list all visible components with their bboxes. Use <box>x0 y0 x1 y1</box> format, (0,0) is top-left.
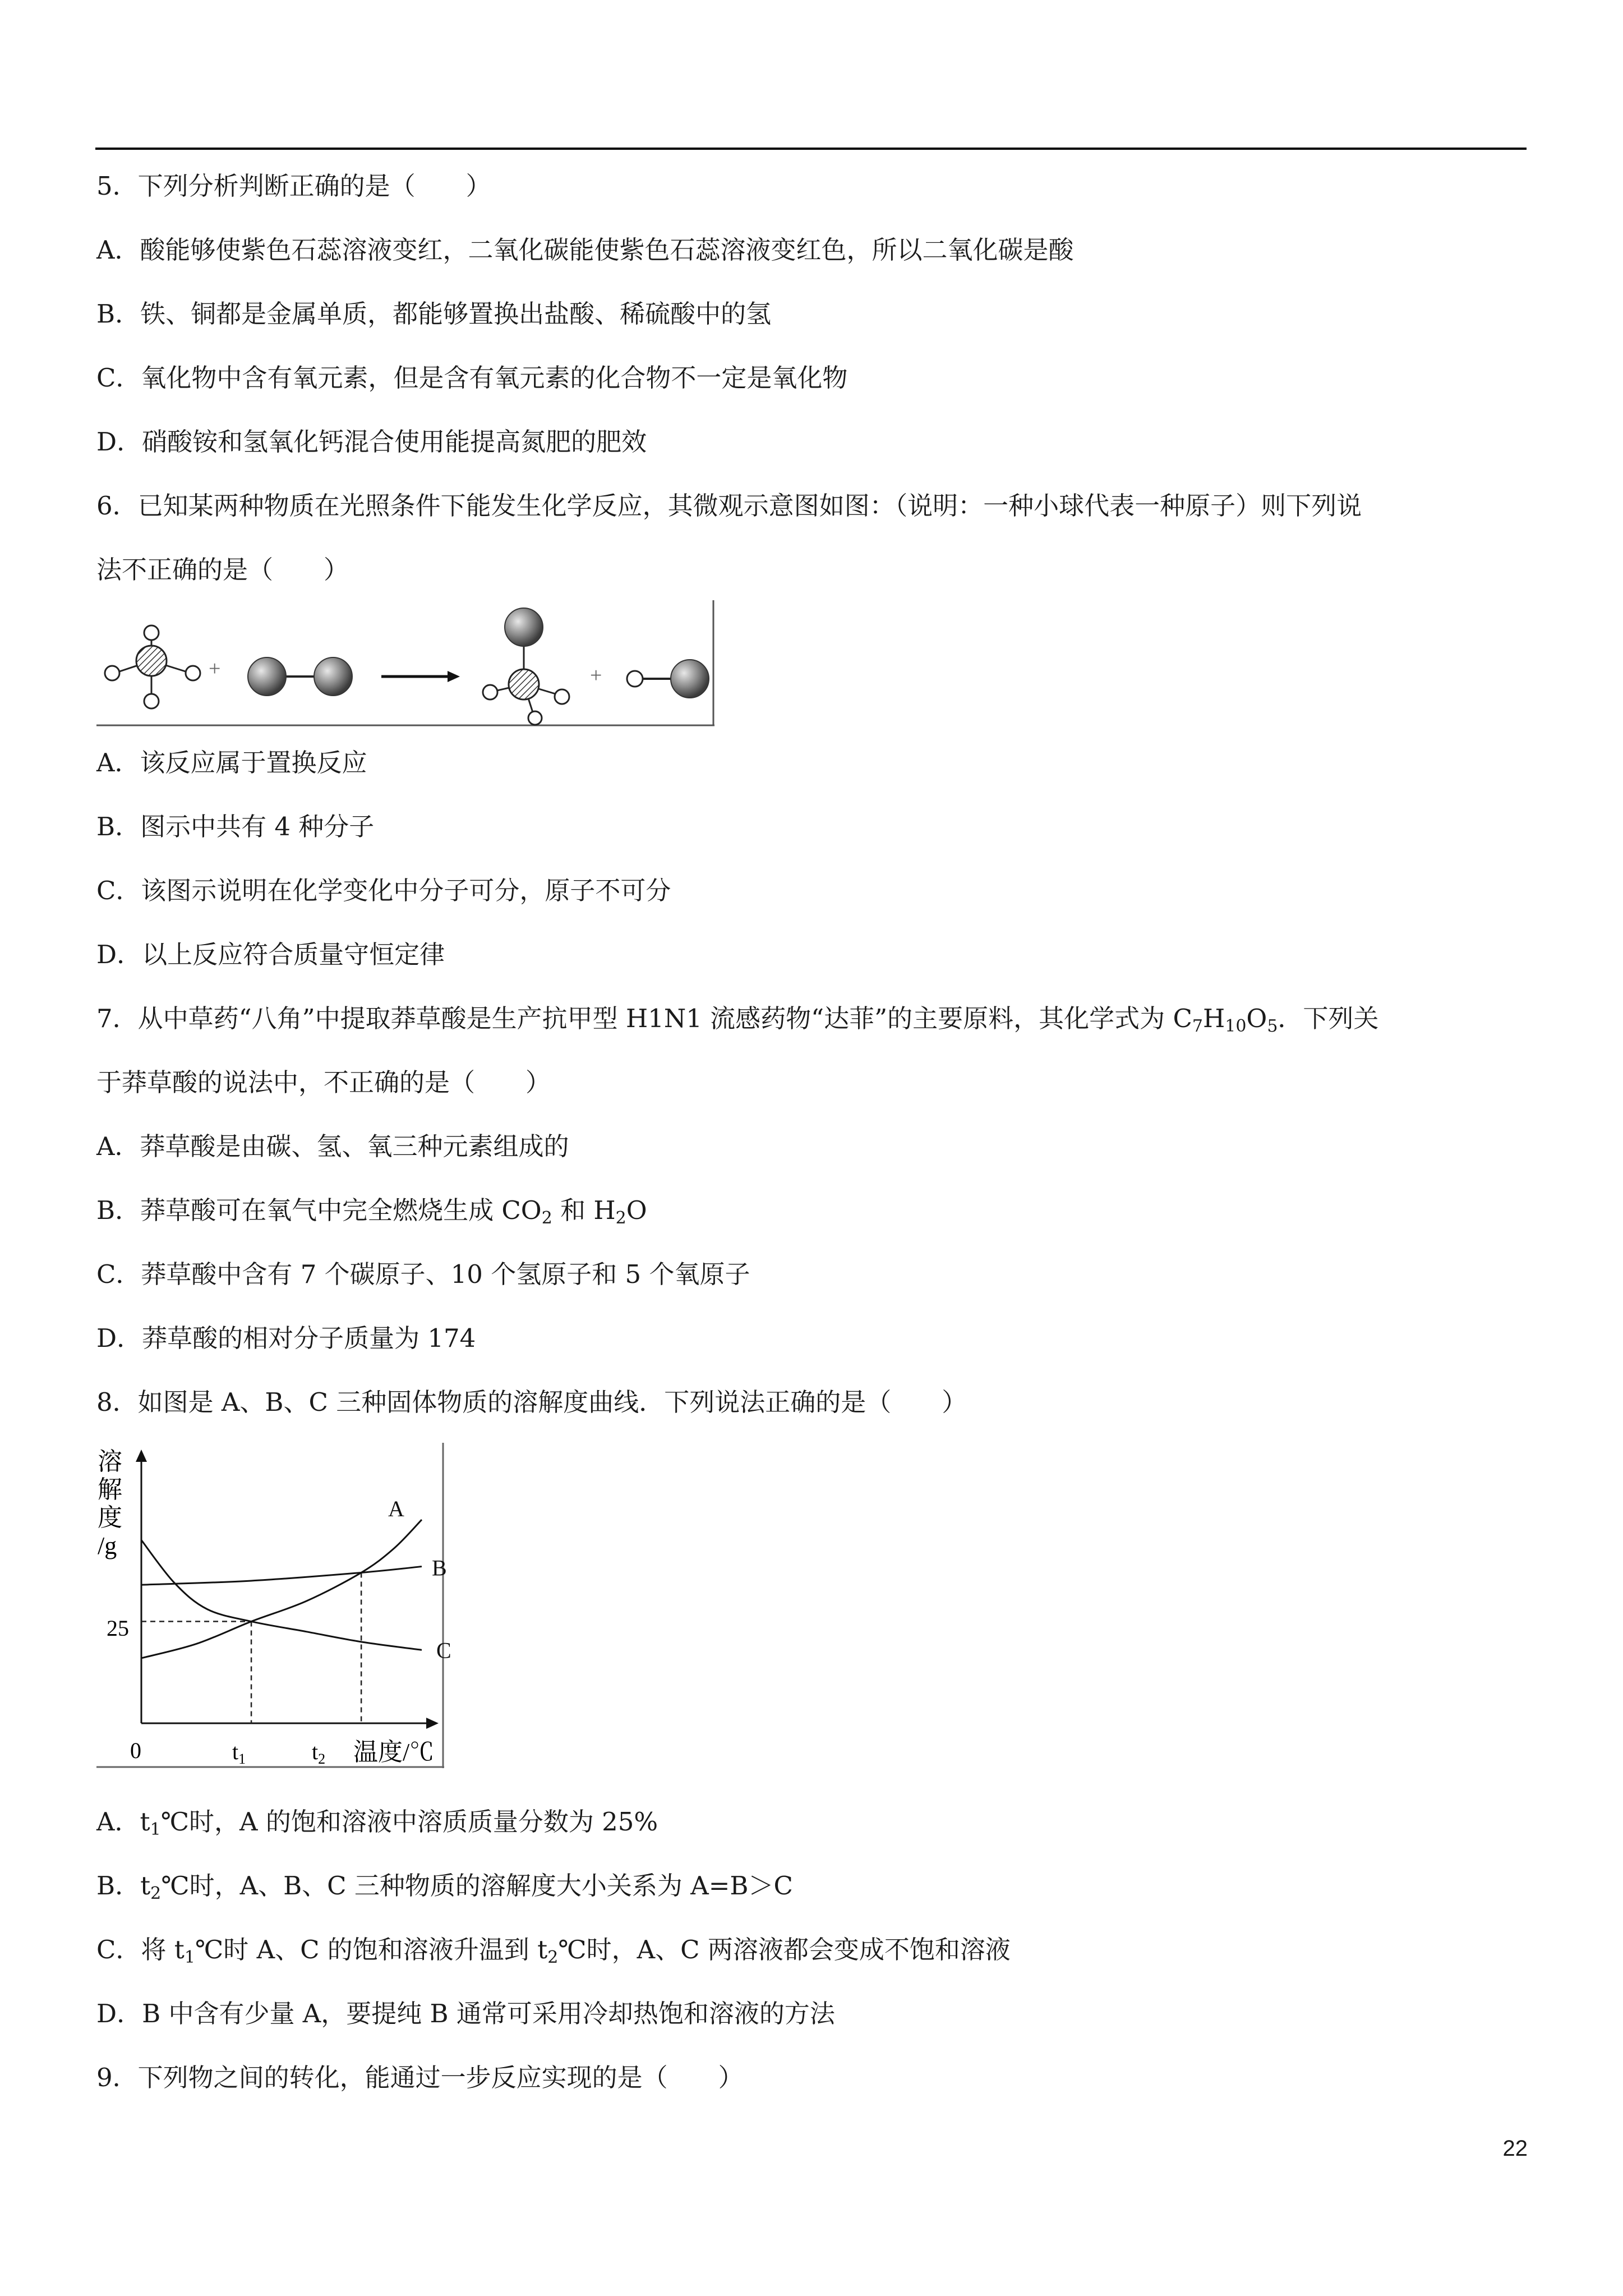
q8-stem: 8．如图是 A、B、C 三种固体物质的溶解度曲线．下列说法正确的是（ ） <box>96 1387 967 1417</box>
small-atom <box>186 666 200 680</box>
small-atom <box>105 666 119 680</box>
hatched-atom <box>136 646 167 676</box>
solubility-chart <box>96 1443 451 1768</box>
q7-option-a: A．莽草酸是由碳、氢、氧三种元素组成的 <box>96 1131 569 1161</box>
hatched-atom <box>509 669 539 700</box>
q6-option-c: C．该图示说明在化学变化中分子可分，原子不可分 <box>96 876 671 905</box>
gray-atom <box>314 657 352 696</box>
x-tick-label-t2: $t_2$ <box>312 1739 326 1767</box>
y-axis-label-char: 溶 <box>98 1448 122 1475</box>
product-molecule-1 <box>483 608 569 725</box>
q7-option-c: C．莽草酸中含有 7 个碳原子、10 个氢原子和 5 个氧原子 <box>96 1259 750 1289</box>
q9-stem: 9．下列物之间的转化，能通过一步反应实现的是（ ） <box>96 2063 744 2092</box>
q6-option-a: A．该反应属于置换反应 <box>96 748 367 777</box>
q6-stem-line1: 6．已知某两种物质在光照条件下能发生化学反应，其微观示意图如图：（说明：一种小球代表一种原子）则下列说 <box>96 491 1362 521</box>
plus-sign: + <box>209 657 221 680</box>
reactant-molecule-1 <box>105 625 200 708</box>
curve-label-a: A <box>388 1496 404 1522</box>
small-atom <box>144 625 159 640</box>
origin-label: 0 <box>130 1738 141 1763</box>
q8-option-d: D．B 中含有少量 A，要提纯 B 通常可采用冷却热饱和溶液的方法 <box>96 1999 835 2028</box>
product-molecule-2 <box>627 660 709 698</box>
reaction-arrow <box>381 671 460 682</box>
q6-option-b: B．图示中共有 4 种分子 <box>96 812 375 841</box>
reaction-diagram <box>96 600 714 727</box>
q8-option-c: C．将 $t_1℃$时 A、C 的饱和溶液升温到 $t_2℃$时，A、C 两溶液都会变成不饱和溶液 <box>96 1935 1011 1967</box>
x-axis-label: 温度/℃ <box>353 1738 435 1766</box>
curve-label-c: C <box>436 1637 451 1663</box>
curve-b <box>141 1567 422 1585</box>
curve-label-b: B <box>432 1555 447 1581</box>
q7-option-b: B．莽草酸可在氧气中完全燃烧生成 $CO_2$ 和 $H_2O$ <box>96 1195 647 1228</box>
y-axis-arrowhead <box>136 1450 147 1462</box>
small-atom <box>144 694 159 708</box>
gray-atom <box>505 608 543 646</box>
gray-atom <box>248 657 286 696</box>
q7-option-d: D．莽草酸的相对分子质量为 174 <box>96 1323 476 1353</box>
q5-option-b: B．铁、铜都是金属单质，都能够置换出盐酸、稀硫酸中的氢 <box>96 299 772 329</box>
small-atom <box>483 685 497 700</box>
reactant-molecule-2 <box>248 657 352 696</box>
q6-option-d: D．以上反应符合质量守恒定律 <box>96 940 445 969</box>
q8-option-b: B．$t_2℃$时，A、B、C 三种物质的溶解度大小关系为 A=B＞C <box>96 1871 793 1903</box>
q7-stem-line1: 7．从中草药“八角”中提取莽草酸是生产抗甲型 H1N1 流感药物“达菲”的主要原料，其化学式为 $C_7H_{10}O_5$．下列关 <box>96 1004 1379 1036</box>
q5-option-c: C．氧化物中含有氧元素，但是含有氧元素的化合物不一定是氧化物 <box>96 363 848 393</box>
q6-stem-line2: 法不正确的是（ ） <box>96 555 349 585</box>
curve-a <box>141 1520 422 1658</box>
small-atom <box>627 671 643 687</box>
header-rule <box>95 148 1527 150</box>
q7-stem-line2: 于莽草酸的说法中，不正确的是（ ） <box>96 1068 551 1097</box>
q5-option-a: A．酸能够使紫色石蕊溶液变红，二氧化碳能使紫色石蕊溶液变红色，所以二氧化碳是酸 <box>96 235 1074 265</box>
q5-option-d: D．硝酸铵和氢氧化钙混合使用能提高氮肥的肥效 <box>96 427 647 457</box>
y-axis-label-char: /g <box>98 1532 117 1559</box>
small-atom <box>528 711 542 725</box>
y-tick-label-25: 25 <box>107 1616 129 1641</box>
x-tick-label-t1: $t_1$ <box>232 1739 246 1767</box>
y-axis-label-char: 解 <box>98 1476 122 1503</box>
gray-atom <box>671 660 709 698</box>
q5-stem: 5．下列分析判断正确的是（ ） <box>96 171 491 201</box>
page-number: 22 <box>1502 2136 1528 2161</box>
y-axis-label-char: 度 <box>98 1504 122 1531</box>
small-atom <box>555 689 569 704</box>
plus-sign: + <box>590 664 602 687</box>
q8-option-a: A．$t_1℃$时，A 的饱和溶液中溶质质量分数为 25% <box>96 1807 658 1839</box>
curve-c <box>141 1540 422 1650</box>
x-axis-arrowhead <box>426 1718 439 1729</box>
